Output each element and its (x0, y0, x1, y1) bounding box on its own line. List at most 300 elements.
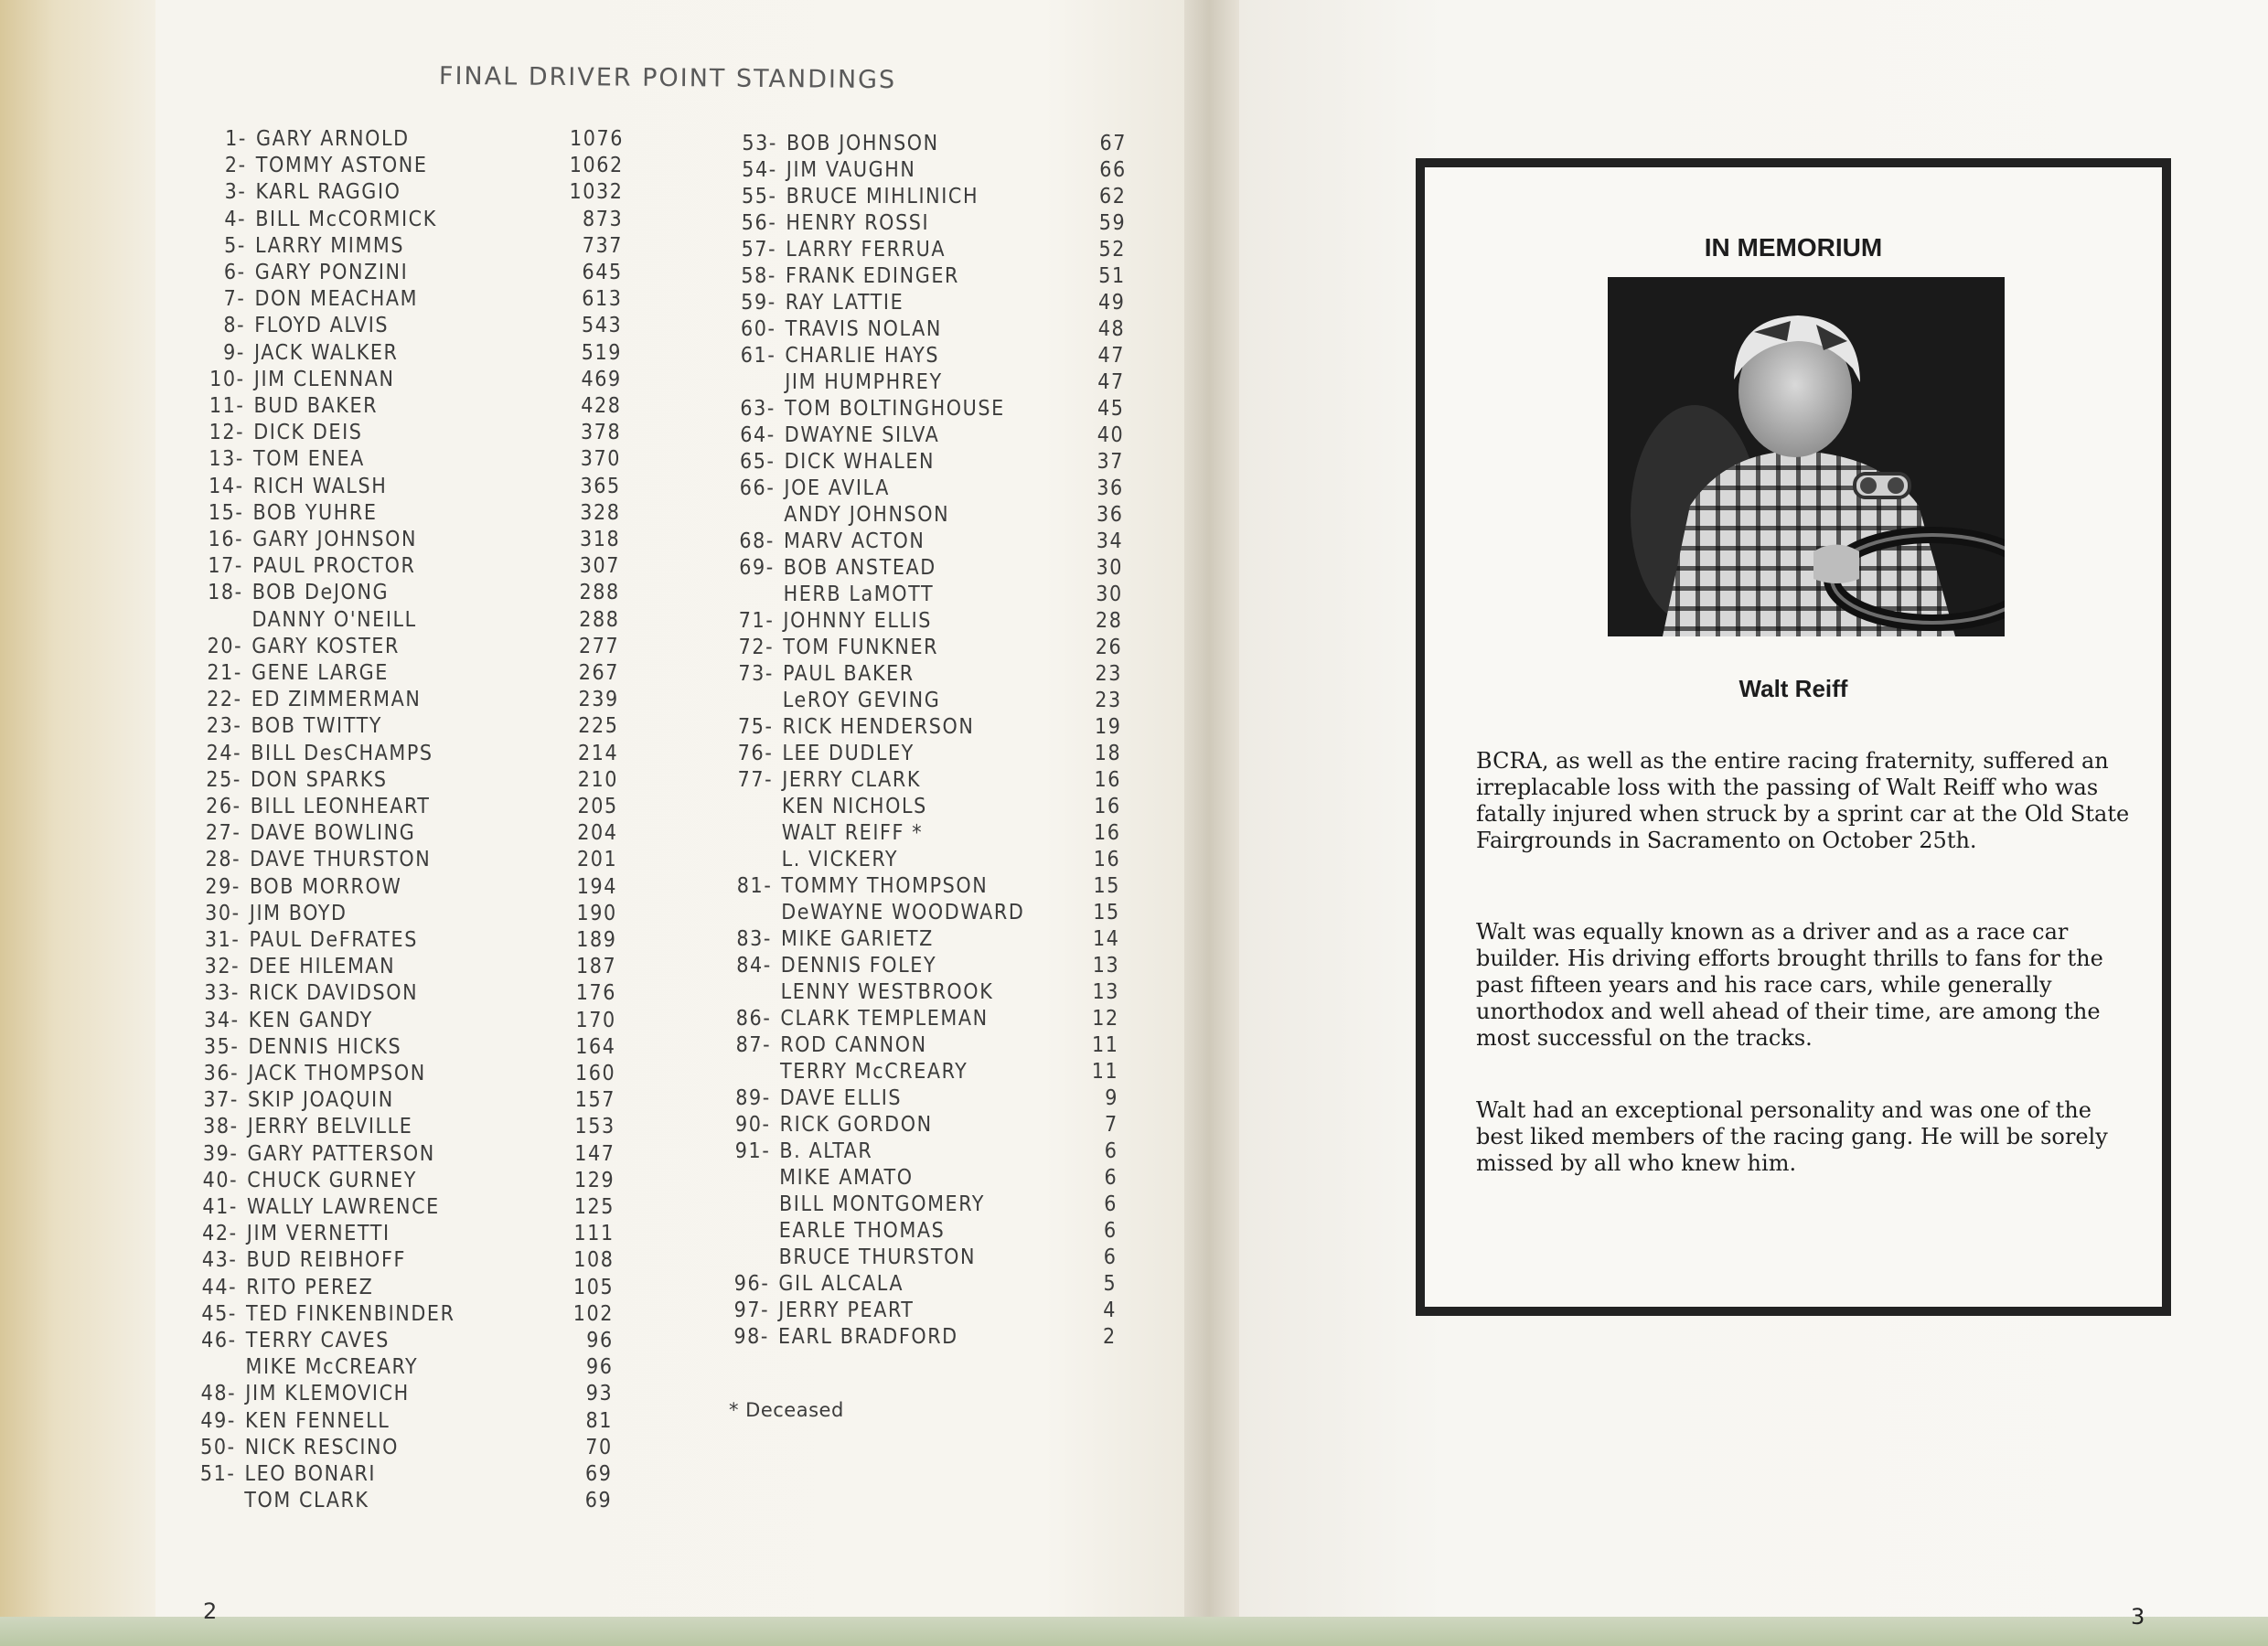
standing-row (710, 608, 1139, 635)
standing-points: 6 (1104, 1139, 1118, 1163)
standing-driver-name: DON SPARKS (251, 767, 388, 792)
standing-rank: 21- (207, 661, 242, 685)
standing-row (174, 1247, 649, 1274)
standing-row (172, 1435, 647, 1461)
standing-driver-name: RICK HENDERSON (782, 715, 975, 739)
standing-row (711, 529, 1140, 555)
standing-row (712, 263, 1142, 290)
standing-rank: 11- (209, 394, 245, 418)
standing-points: 189 (576, 928, 617, 952)
standing-driver-name: GIL ALCALA (778, 1272, 904, 1296)
standing-points: 543 (581, 314, 623, 338)
standing-row (183, 153, 658, 179)
standing-rank: 28- (205, 848, 241, 872)
standing-row (180, 474, 656, 500)
standing-rank: 96- (733, 1272, 770, 1296)
standing-rank: 42- (202, 1222, 238, 1246)
standing-row (709, 794, 1139, 820)
standing-rank: 43- (201, 1248, 238, 1273)
standing-rank: 25- (206, 767, 241, 792)
standing-points: 19 (1094, 715, 1122, 739)
standing-row (176, 1008, 651, 1034)
standing-points: 12 (1092, 1007, 1119, 1031)
standing-rank: 16- (208, 528, 244, 551)
standing-rank: 2- (224, 154, 247, 178)
standing-rank: 45- (201, 1301, 237, 1326)
standing-driver-name: KEN NICHOLS (782, 795, 927, 818)
standing-driver-name: DANNY O'NEILL (251, 607, 417, 632)
standing-row (177, 901, 652, 927)
standing-driver-name: JERRY CLARK (782, 768, 922, 792)
standing-points: 105 (572, 1275, 615, 1299)
standing-driver-name: JIM HUMPHREY (785, 370, 943, 394)
standing-points: 645 (582, 261, 623, 284)
standing-driver-name: LENNY WESTBROOK (780, 980, 994, 1004)
standing-driver-name: DICK WHALEN (784, 450, 936, 474)
standing-points: 66 (1099, 158, 1127, 182)
standing-driver-name: GARY ARNOLD (256, 127, 410, 151)
standing-points: 194 (576, 874, 617, 899)
standing-row (176, 954, 651, 980)
standing-row (711, 555, 1140, 582)
standing-points: 210 (577, 767, 618, 792)
standing-rank: 64- (740, 423, 776, 447)
standing-row (710, 688, 1139, 714)
standing-row (709, 847, 1139, 873)
standing-row (710, 635, 1139, 661)
standing-driver-name: KEN GANDY (248, 1008, 373, 1032)
standing-driver-name: GARY JOHNSON (252, 528, 418, 551)
standing-rank: 41- (202, 1195, 238, 1219)
standing-driver-name: BUD REIBHOFF (246, 1248, 406, 1273)
standing-rank: 4- (224, 207, 247, 231)
standing-rank: 12- (209, 421, 245, 445)
standing-row (183, 126, 658, 153)
standing-rank: 1- (225, 127, 247, 151)
standing-rank: 91- (734, 1139, 771, 1163)
cover-edge (0, 0, 155, 1646)
standing-driver-name: B. ALTAR (779, 1139, 873, 1163)
standing-row (172, 1381, 647, 1407)
standing-driver-name: SKIP JOAQUIN (248, 1088, 394, 1113)
standing-row (713, 184, 1143, 210)
standing-row (705, 1271, 1135, 1298)
standing-driver-name: LeROY GEVING (782, 689, 941, 712)
standing-rank: 7- (223, 287, 246, 312)
standing-rank: 34- (204, 1008, 240, 1032)
standing-points: 16 (1093, 848, 1121, 871)
standing-driver-name: DWAYNE SILVA (784, 423, 940, 447)
standing-row (173, 1354, 648, 1381)
standing-points: 23 (1095, 689, 1122, 712)
standing-points: 204 (577, 821, 618, 846)
standing-row (182, 260, 658, 286)
standing-row (709, 741, 1139, 767)
standing-rank: 71- (738, 609, 775, 633)
standing-driver-name: JIM CLENNAN (253, 367, 395, 391)
standing-points: 16 (1094, 795, 1121, 818)
standing-driver-name: RITO PEREZ (246, 1275, 374, 1299)
standing-rank: 65- (740, 450, 776, 474)
standing-points: 1032 (569, 180, 624, 205)
standing-row (709, 820, 1139, 847)
standing-driver-name: TERRY CAVES (245, 1329, 390, 1352)
standing-driver-name: MIKE AMATO (779, 1166, 914, 1190)
standing-rank: 72- (738, 636, 775, 659)
standing-points: 9 (1105, 1086, 1118, 1110)
standing-points: 23 (1095, 662, 1122, 686)
standing-driver-name: JIM VERNETTI (246, 1222, 390, 1246)
standing-points: 11 (1091, 1060, 1119, 1084)
standing-driver-name: ANDY JOHNSON (784, 503, 950, 527)
standing-driver-name: LEE DUDLEY (782, 742, 915, 765)
standing-points: 28 (1095, 609, 1123, 633)
standing-points: 318 (579, 528, 621, 551)
standing-points: 81 (585, 1408, 613, 1433)
standing-rank: 57- (741, 238, 777, 262)
standing-rank: 61- (740, 344, 776, 368)
standing-points: 307 (579, 554, 620, 579)
standing-row (177, 794, 653, 820)
standing-driver-name: LARRY MIMMS (255, 233, 405, 258)
standings-heading: FINAL DRIVER POINT STANDINGS (438, 61, 897, 95)
standing-driver-name: PAUL DeFRATES (249, 928, 418, 952)
standing-driver-name: EARLE THOMAS (778, 1219, 946, 1243)
standing-row (180, 500, 656, 527)
standing-rank: 31- (204, 928, 241, 952)
standing-points: 15 (1093, 901, 1120, 925)
standing-rank: 50- (200, 1435, 236, 1459)
standing-driver-name: BRUCE MIHLINICH (786, 185, 979, 208)
standing-row (177, 767, 653, 794)
standing-points: 277 (578, 634, 620, 658)
standing-points: 69 (584, 1489, 613, 1513)
standing-rank: 55- (742, 185, 777, 208)
standing-points: 70 (585, 1435, 613, 1459)
standing-rank: 27- (205, 821, 241, 846)
standing-points: 147 (574, 1141, 615, 1166)
standing-points: 11 (1091, 1033, 1119, 1057)
standing-driver-name: RICH WALSH (252, 474, 388, 498)
standing-driver-name: BILL MONTGOMERY (779, 1192, 985, 1216)
standing-driver-name: BOB JOHNSON (786, 132, 939, 155)
standing-row (178, 713, 654, 740)
standing-row (173, 1275, 648, 1301)
standing-rank: 60- (741, 317, 776, 341)
standing-row (708, 873, 1138, 900)
standing-driver-name: WALLY LAWRENCE (247, 1195, 440, 1219)
standing-points: 157 (574, 1088, 615, 1113)
standing-driver-name: JOHNNY ELLIS (783, 609, 933, 633)
standing-rank: 76- (737, 742, 774, 765)
standing-driver-name: TOMMY ASTONE (255, 154, 428, 178)
standing-row (181, 340, 657, 367)
standing-rank: 17- (208, 554, 243, 579)
standing-driver-name: TOM ENEA (253, 447, 365, 472)
standing-rank: 10- (209, 367, 245, 391)
standing-row (708, 926, 1138, 953)
standing-row (712, 237, 1142, 263)
standing-rank: 44- (201, 1275, 238, 1299)
standing-driver-name: TOM FUNKNER (783, 636, 939, 659)
page-number-left: 2 (203, 1598, 218, 1624)
standing-points: 18 (1094, 742, 1122, 765)
standing-rank: 86- (735, 1007, 772, 1031)
standing-points: 5 (1103, 1272, 1118, 1296)
standing-points: 16 (1093, 821, 1121, 845)
standing-row (707, 1085, 1137, 1112)
standing-rank: 13- (209, 447, 244, 472)
standing-row (706, 1165, 1136, 1192)
standing-points: 378 (580, 421, 622, 445)
standing-driver-name: GENE LARGE (251, 661, 389, 685)
standing-row (172, 1461, 647, 1488)
standing-points: 69 (584, 1462, 613, 1486)
standing-row (179, 607, 655, 634)
standing-points: 51 (1098, 264, 1126, 288)
standing-points: 13 (1092, 980, 1119, 1004)
standing-rank: 30- (205, 901, 241, 925)
standing-points: 225 (578, 714, 619, 739)
standing-driver-name: NICK RESCINO (244, 1435, 400, 1459)
standing-driver-name: BILL McCORMICK (255, 207, 437, 231)
standing-driver-name: CHARLIE HAYS (785, 344, 940, 368)
standing-rank: 49- (200, 1408, 236, 1433)
standing-points: 239 (578, 688, 619, 712)
standing-points: 52 (1098, 238, 1126, 262)
standing-points: 164 (575, 1034, 616, 1059)
standing-driver-name: ED ZIMMERMAN (251, 688, 422, 712)
standing-row (712, 290, 1142, 316)
standing-row (707, 1059, 1137, 1085)
standing-rank: 84- (736, 954, 772, 978)
standing-rank: 22- (207, 688, 242, 712)
standing-rank: 20- (207, 634, 243, 658)
standing-points: 1062 (569, 154, 624, 178)
memorial-paragraph-1: BCRA, as well as the entire racing fraternity, suffered an irreplacable loss with the passing of Walt Reiff who was fatally injured when struck by a sprint car at the Old State Fairgrounds in Sacramento on October 25th. (1476, 748, 2130, 853)
standing-driver-name: MIKE GARIETZ (781, 927, 934, 951)
standing-row (176, 980, 651, 1007)
standing-points: 96 (586, 1329, 614, 1352)
standing-row (180, 420, 656, 446)
standing-row (705, 1324, 1135, 1351)
standing-row (712, 316, 1142, 343)
standing-points: 47 (1097, 370, 1125, 394)
standing-driver-name: MIKE McCREARY (245, 1355, 419, 1380)
standing-driver-name: BOB ANSTEAD (783, 556, 936, 580)
standing-driver-name: JIM VAUGHN (786, 158, 916, 182)
standing-driver-name: GARY KOSTER (251, 634, 400, 658)
standing-row (174, 1221, 649, 1247)
standing-points: 1076 (569, 127, 624, 151)
standing-driver-name: TOM BOLTINGHOUSE (785, 397, 1005, 421)
standing-row (175, 1087, 650, 1114)
standing-row (177, 847, 652, 873)
standing-points: 93 (585, 1382, 614, 1406)
standing-row (713, 131, 1143, 157)
standing-driver-name: BOB DeJONG (251, 581, 390, 605)
standing-row (711, 476, 1140, 502)
standing-rank: 56- (741, 211, 777, 235)
standing-points: 36 (1096, 503, 1124, 527)
standing-points: 160 (574, 1062, 616, 1085)
standing-rank: 90- (735, 1113, 771, 1137)
standing-driver-name: FLOYD ALVIS (254, 314, 390, 338)
standing-rank: 8- (223, 314, 246, 338)
standing-row (711, 369, 1141, 396)
standing-points: 16 (1094, 768, 1121, 792)
standing-driver-name: DAVE THURSTON (250, 848, 432, 872)
standing-rank: 53- (742, 132, 777, 155)
standing-driver-name: JACK THOMPSON (248, 1062, 426, 1085)
standing-points: 328 (580, 500, 621, 525)
standing-driver-name: FRANK EDINGER (786, 264, 959, 288)
standing-points: 59 (1098, 211, 1127, 235)
standing-points: 214 (577, 741, 619, 765)
standing-driver-name: DON MEACHAM (254, 287, 419, 312)
standing-row (707, 1112, 1137, 1138)
standing-driver-name: JERRY PEART (778, 1299, 915, 1322)
standing-row (178, 660, 654, 687)
standing-row (177, 741, 653, 767)
standing-rank: 48- (200, 1382, 237, 1406)
standing-row (709, 767, 1139, 794)
standing-points: 37 (1097, 450, 1124, 474)
standing-rank: 75- (738, 715, 774, 739)
standing-driver-name: TRAVIS NOLAN (785, 317, 942, 341)
standing-rank: 32- (204, 955, 241, 979)
standing-row (180, 446, 656, 473)
standing-points: 62 (1098, 185, 1127, 208)
standing-row (711, 422, 1141, 449)
standing-rank: 46- (201, 1329, 237, 1352)
page-gutter (1184, 0, 1239, 1646)
standing-points: 30 (1096, 583, 1123, 606)
standing-rank: 9- (223, 340, 245, 365)
standing-driver-name: TED FINKENBINDER (246, 1301, 455, 1326)
standing-points: 108 (573, 1248, 615, 1273)
standing-driver-name: EARL BRADFORD (778, 1325, 958, 1349)
memorial-paragraph-2: Walt was equally known as a driver and as a race car builder. His driving efforts brought thrills to fans for the past fifteen years and his race cars, while generally unorthodox and well ahead of their time, are among the most successful on the tracks. (1476, 919, 2103, 1051)
standing-rank: 24- (206, 741, 242, 765)
standing-row (181, 367, 657, 393)
standing-row (708, 979, 1138, 1006)
standing-row (708, 953, 1138, 979)
standing-rank: 35- (203, 1034, 240, 1059)
standing-points: 14 (1092, 927, 1120, 951)
standing-row (173, 1328, 648, 1354)
standing-points: 6 (1103, 1219, 1118, 1243)
standing-row (171, 1488, 647, 1514)
standing-points: 45 (1097, 397, 1125, 421)
standing-rank: 15- (208, 500, 244, 525)
standing-points: 48 (1097, 317, 1126, 341)
standing-points: 125 (573, 1195, 615, 1219)
standing-row (182, 207, 658, 233)
standing-points: 190 (576, 901, 617, 925)
standing-row (710, 661, 1139, 688)
memorial-title: IN MEMORIUM (1704, 233, 1883, 262)
bottom-edge (0, 1617, 2268, 1646)
standing-row (178, 687, 654, 713)
standing-row (182, 286, 658, 313)
standing-driver-name: TOM CLARK (244, 1489, 369, 1513)
standing-driver-name: JERRY BELVILLE (247, 1115, 413, 1139)
standing-row (174, 1168, 649, 1194)
memorial-paragraph-3: Walt had an exceptional personality and was one of the best liked members of the racing gang. He will be sorely missed by all who knew him. (1476, 1097, 2108, 1176)
standing-points: 49 (1097, 291, 1126, 315)
standing-rank: 59- (741, 291, 776, 315)
standing-driver-name: CHUCK GURNEY (247, 1168, 417, 1192)
standing-rank: 66- (739, 476, 776, 500)
standing-driver-name: DENNIS FOLEY (780, 954, 937, 978)
standing-row (711, 396, 1141, 422)
standing-points: 176 (575, 981, 616, 1006)
standing-driver-name: MARV ACTON (784, 529, 925, 553)
standing-points: 7 (1104, 1113, 1118, 1137)
standing-rank: 81- (736, 874, 773, 898)
standing-rank: 97- (733, 1299, 770, 1322)
standing-driver-name: JIM KLEMOVICH (245, 1382, 410, 1406)
standing-row (706, 1138, 1136, 1165)
standing-row (174, 1194, 649, 1221)
standing-points: 34 (1096, 529, 1124, 553)
standing-driver-name: BILL LEONHEART (250, 795, 431, 818)
standing-points: 6 (1104, 1166, 1118, 1190)
standing-rank: 14- (209, 474, 244, 498)
standing-points: 428 (581, 394, 622, 418)
standing-points: 129 (573, 1168, 615, 1192)
standing-driver-name: WALT REIFF * (781, 821, 924, 845)
standing-row (179, 527, 655, 553)
portrait-illustration (1608, 277, 2005, 636)
standing-points: 30 (1096, 556, 1123, 580)
standing-rank: 18- (208, 581, 243, 605)
standing-row (181, 393, 657, 420)
standing-driver-name: PAUL PROCTOR (252, 554, 416, 579)
standing-row (707, 1006, 1137, 1032)
standing-points: 519 (581, 340, 622, 365)
standing-row (711, 449, 1141, 476)
standing-row (177, 927, 652, 954)
standing-driver-name: RAY LATTIE (785, 291, 904, 315)
standing-points: 288 (579, 607, 620, 632)
standing-rank: 29- (205, 874, 241, 899)
standing-driver-name: PAUL BAKER (783, 662, 915, 686)
standing-row (706, 1192, 1136, 1218)
standing-row (175, 1141, 650, 1168)
standing-points: 365 (580, 474, 621, 498)
deceased-footnote: * Deceased (729, 1399, 844, 1421)
standing-row (177, 874, 652, 901)
standing-points: 873 (582, 207, 624, 231)
standing-points: 205 (577, 795, 618, 818)
standing-rank: 33- (204, 981, 240, 1006)
standing-points: 2 (1102, 1325, 1117, 1349)
standing-points: 102 (572, 1301, 614, 1326)
standing-row (711, 582, 1140, 608)
standing-points: 47 (1097, 344, 1125, 368)
standing-rank: 51- (199, 1462, 236, 1486)
standing-driver-name: DICK DEIS (253, 421, 363, 445)
standing-row (173, 1301, 648, 1328)
standing-driver-name: GARY PONZINI (254, 261, 409, 284)
standing-points: 187 (575, 955, 617, 979)
standing-driver-name: DAVE ELLIS (779, 1086, 903, 1110)
standing-points: 40 (1097, 423, 1125, 447)
standing-driver-name: CLARK TEMPLEMAN (780, 1007, 989, 1031)
standing-rank: 40- (202, 1168, 239, 1192)
